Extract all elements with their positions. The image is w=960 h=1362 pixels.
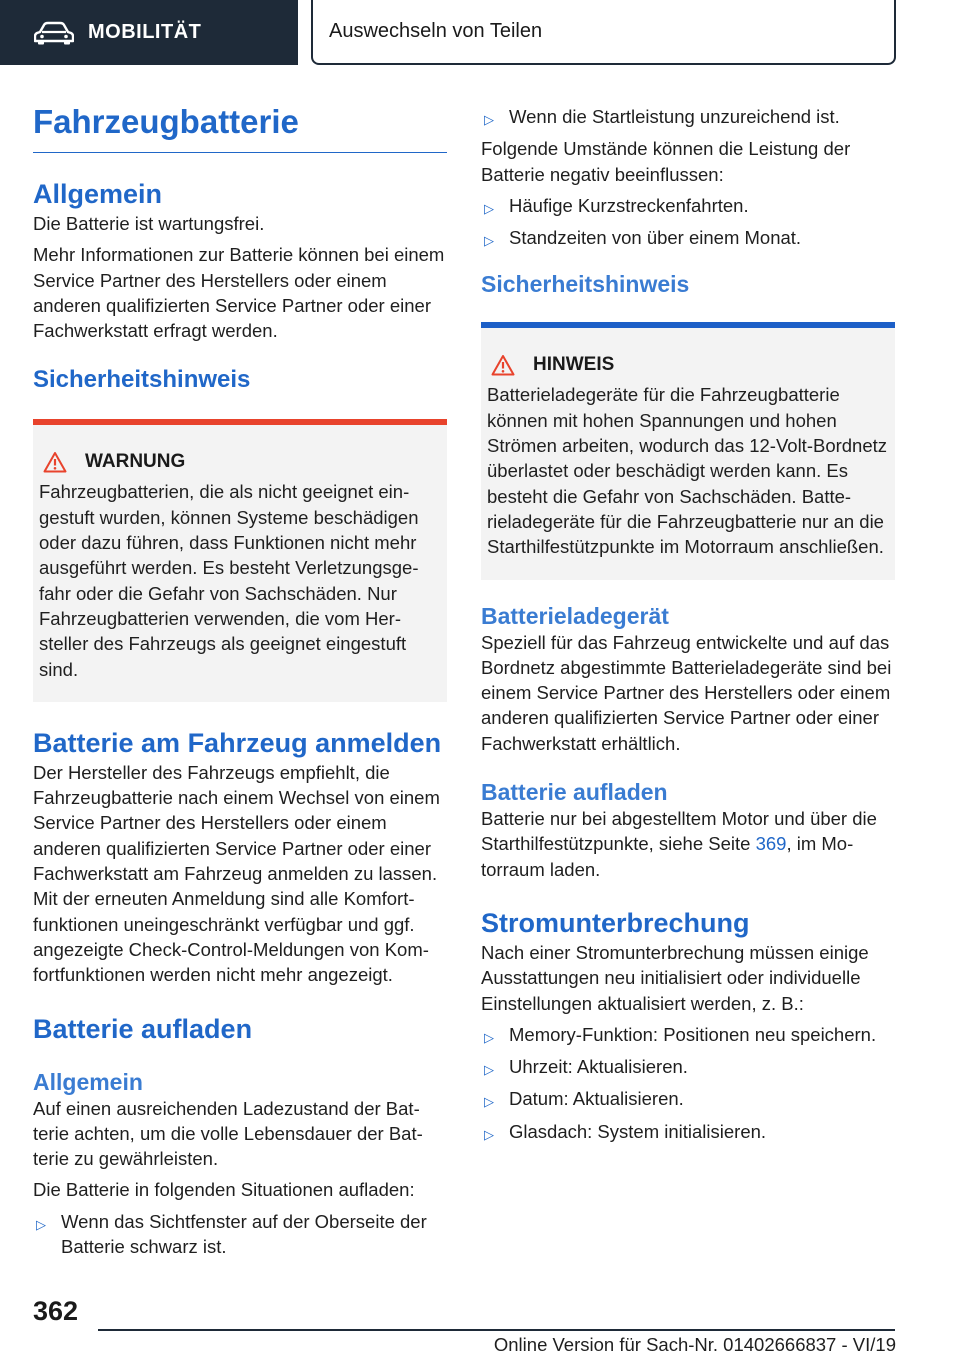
paragraph: Nach einer Stromunterbrechung müssen einige Ausstattungen neu initialisiert oder individuelle Einstellungen aktualisiert werden, z. B.: xyxy=(481,941,869,1014)
chapter-title: Auswechseln von Teilen xyxy=(329,20,543,42)
paragraph: Speziell für das Fahrzeug entwickelte und auf das Bordnetz abgestimmte Batterieladegeräte sind bei einem Service Partner des Herstellers oder einem anderen qualifizierten Service Partner oder einer Fachwerkstatt erhältlich. xyxy=(481,631,892,754)
bullet-list xyxy=(481,104,895,129)
bullet-triangle-icon: ▷ xyxy=(484,200,494,216)
bullet-triangle-icon: ▷ xyxy=(484,112,494,127)
list-item: ▷ Glasdach: System initialisieren. xyxy=(481,1119,895,1144)
paragraph: Die Batterie in folgenden Situationen aufladen: xyxy=(33,1179,415,1201)
list-item: ▷ Uhrzeit: Aktualisieren. xyxy=(481,1054,895,1079)
subheading-allgemein: Allgemein xyxy=(33,1068,143,1095)
heading-batterie-anmelden: Batterie am Fahrzeug anmelden xyxy=(33,727,442,758)
paragraph: Auf einen ausreichenden Ladezustand der Batterie achten, um die volle Lebensdauer der Batterie zu gewährleisten. xyxy=(33,1097,423,1170)
list-item: ▷ Datum: Aktualisieren. xyxy=(481,1086,895,1111)
note-label: HINWEIS xyxy=(533,354,615,376)
warning-label: WARNUNG xyxy=(85,451,186,473)
list-item: ▷ Wenn das Sichtfenster auf der Oberseite der Batterie schwarz ist. xyxy=(36,1210,427,1258)
bullet-triangle-icon: ▷ xyxy=(484,233,494,249)
bullet-list xyxy=(481,193,895,251)
left-column xyxy=(33,98,447,1266)
list-item: ▷ Wenn die Startleistung unzureichend ist. xyxy=(481,104,895,129)
car-icon xyxy=(34,21,74,45)
warning-text: Fahrzeugbatterien, die als nicht geeignet eingestuft wurden, können Systeme beschädigen oder dazu führen, dass Funktionen nicht mehr ausgeführt werden. Es besteht Verletzungsgefahr oder die Gefahr von Sachschäden. Nur Fahrzeugbatterien verwenden, die vom Hersteller des Fahrzeugs als geeignet eingestuft sind. xyxy=(39,481,419,680)
list-item: ▷ Häufige Kurzstreckenfahrten. xyxy=(481,193,895,218)
paragraph: Folgende Umstände können die Leistung der Batterie negativ beeinflussen: xyxy=(481,138,851,185)
heading-stromunterbrechung: Stromunterbrechung xyxy=(481,907,750,938)
bullet-list xyxy=(481,1022,895,1144)
warning-box xyxy=(33,419,447,701)
heading-sicherheitshinweis: Sicherheitshinweis xyxy=(481,271,690,298)
page-title: Fahrzeugbatterie xyxy=(33,98,447,153)
header-section-tab xyxy=(0,0,298,65)
bullet-triangle-icon: ▷ xyxy=(484,1126,494,1142)
page-reference-link[interactable]: 369 xyxy=(755,833,787,855)
note-header xyxy=(487,354,889,376)
heading-allgemein: Allgemein xyxy=(33,179,163,209)
footer-divider xyxy=(98,1329,895,1331)
paragraph: Batterie nur bei abgestelltem Motor und über die Starthilfestützpunkte, siehe Seite 369, im Motorraum laden. xyxy=(481,808,877,880)
heading-batterie-aufladen: Batterie aufladen xyxy=(481,779,668,806)
bullet-list xyxy=(33,1209,447,1260)
warning-triangle-icon xyxy=(491,354,515,376)
list-item: ▷ Standzeiten von über einem Monat. xyxy=(481,225,895,250)
right-column xyxy=(481,104,895,1151)
list-item: ▷ Memory-Funktion: Positionen neu speichern. xyxy=(481,1022,895,1047)
paragraph: Der Hersteller des Fahrzeugs empfiehlt, die Fahrzeugbatterie nach einem Wechsel von einem Service Partner des Herstellers oder einem anderen qualifizierten Service Partner oder einer Fachwerkstatt am Fahrzeug anmelden zu lassen. Mit der erneuten Anmeldung sind alle Komfortfunktionen uneingeschränkt verfügbar und ggf. angezeigte Check-Control-Meldungen von Komfortfunktionen werden nicht mehr angezeigt. xyxy=(33,761,440,986)
page-number: 362 xyxy=(33,1296,79,1326)
heading-sicherheitshinweis: Sicherheitshinweis xyxy=(33,366,251,394)
paragraph: Die Batterie ist wartungsfrei. xyxy=(33,213,265,234)
warning-header xyxy=(39,451,441,473)
bullet-triangle-icon: ▷ xyxy=(484,1094,494,1110)
note-text: Batterieladegeräte für die Fahrzeugbatterie können mit hohen Spannungen und hohen Strömen arbeiten, wodurch das 12-Volt-Bordnetz überlastet oder beschädigt werden kann. Es besteht die Gefahr von Sachschäden. Batterieladegeräte für die Fahrzeugbatterie nur an die Starthilfestützpunkte im Motorraum anschließen. xyxy=(487,384,888,558)
heading-batterieladegeraet: Batterieladegerät xyxy=(481,602,669,629)
bullet-triangle-icon: ▷ xyxy=(36,1216,46,1232)
bullet-triangle-icon: ▷ xyxy=(484,1029,494,1045)
paragraph: Mehr Informationen zur Batterie können bei einem Service Partner des Herstellers oder einem anderen qualifizierten Service Partner oder einer Fachwerkstatt erfragt werden. xyxy=(33,244,445,342)
heading-batterie-aufladen: Batterie aufladen xyxy=(33,1013,253,1044)
bullet-triangle-icon: ▷ xyxy=(484,1062,494,1078)
footer-text: Online Version für Sach-Nr. 01402666837 - VI/19 xyxy=(493,1334,896,1355)
note-box xyxy=(481,322,895,579)
section-title: MOBILITÄT xyxy=(88,21,202,43)
header-chapter-tab xyxy=(311,0,896,65)
warning-triangle-icon xyxy=(43,451,67,473)
